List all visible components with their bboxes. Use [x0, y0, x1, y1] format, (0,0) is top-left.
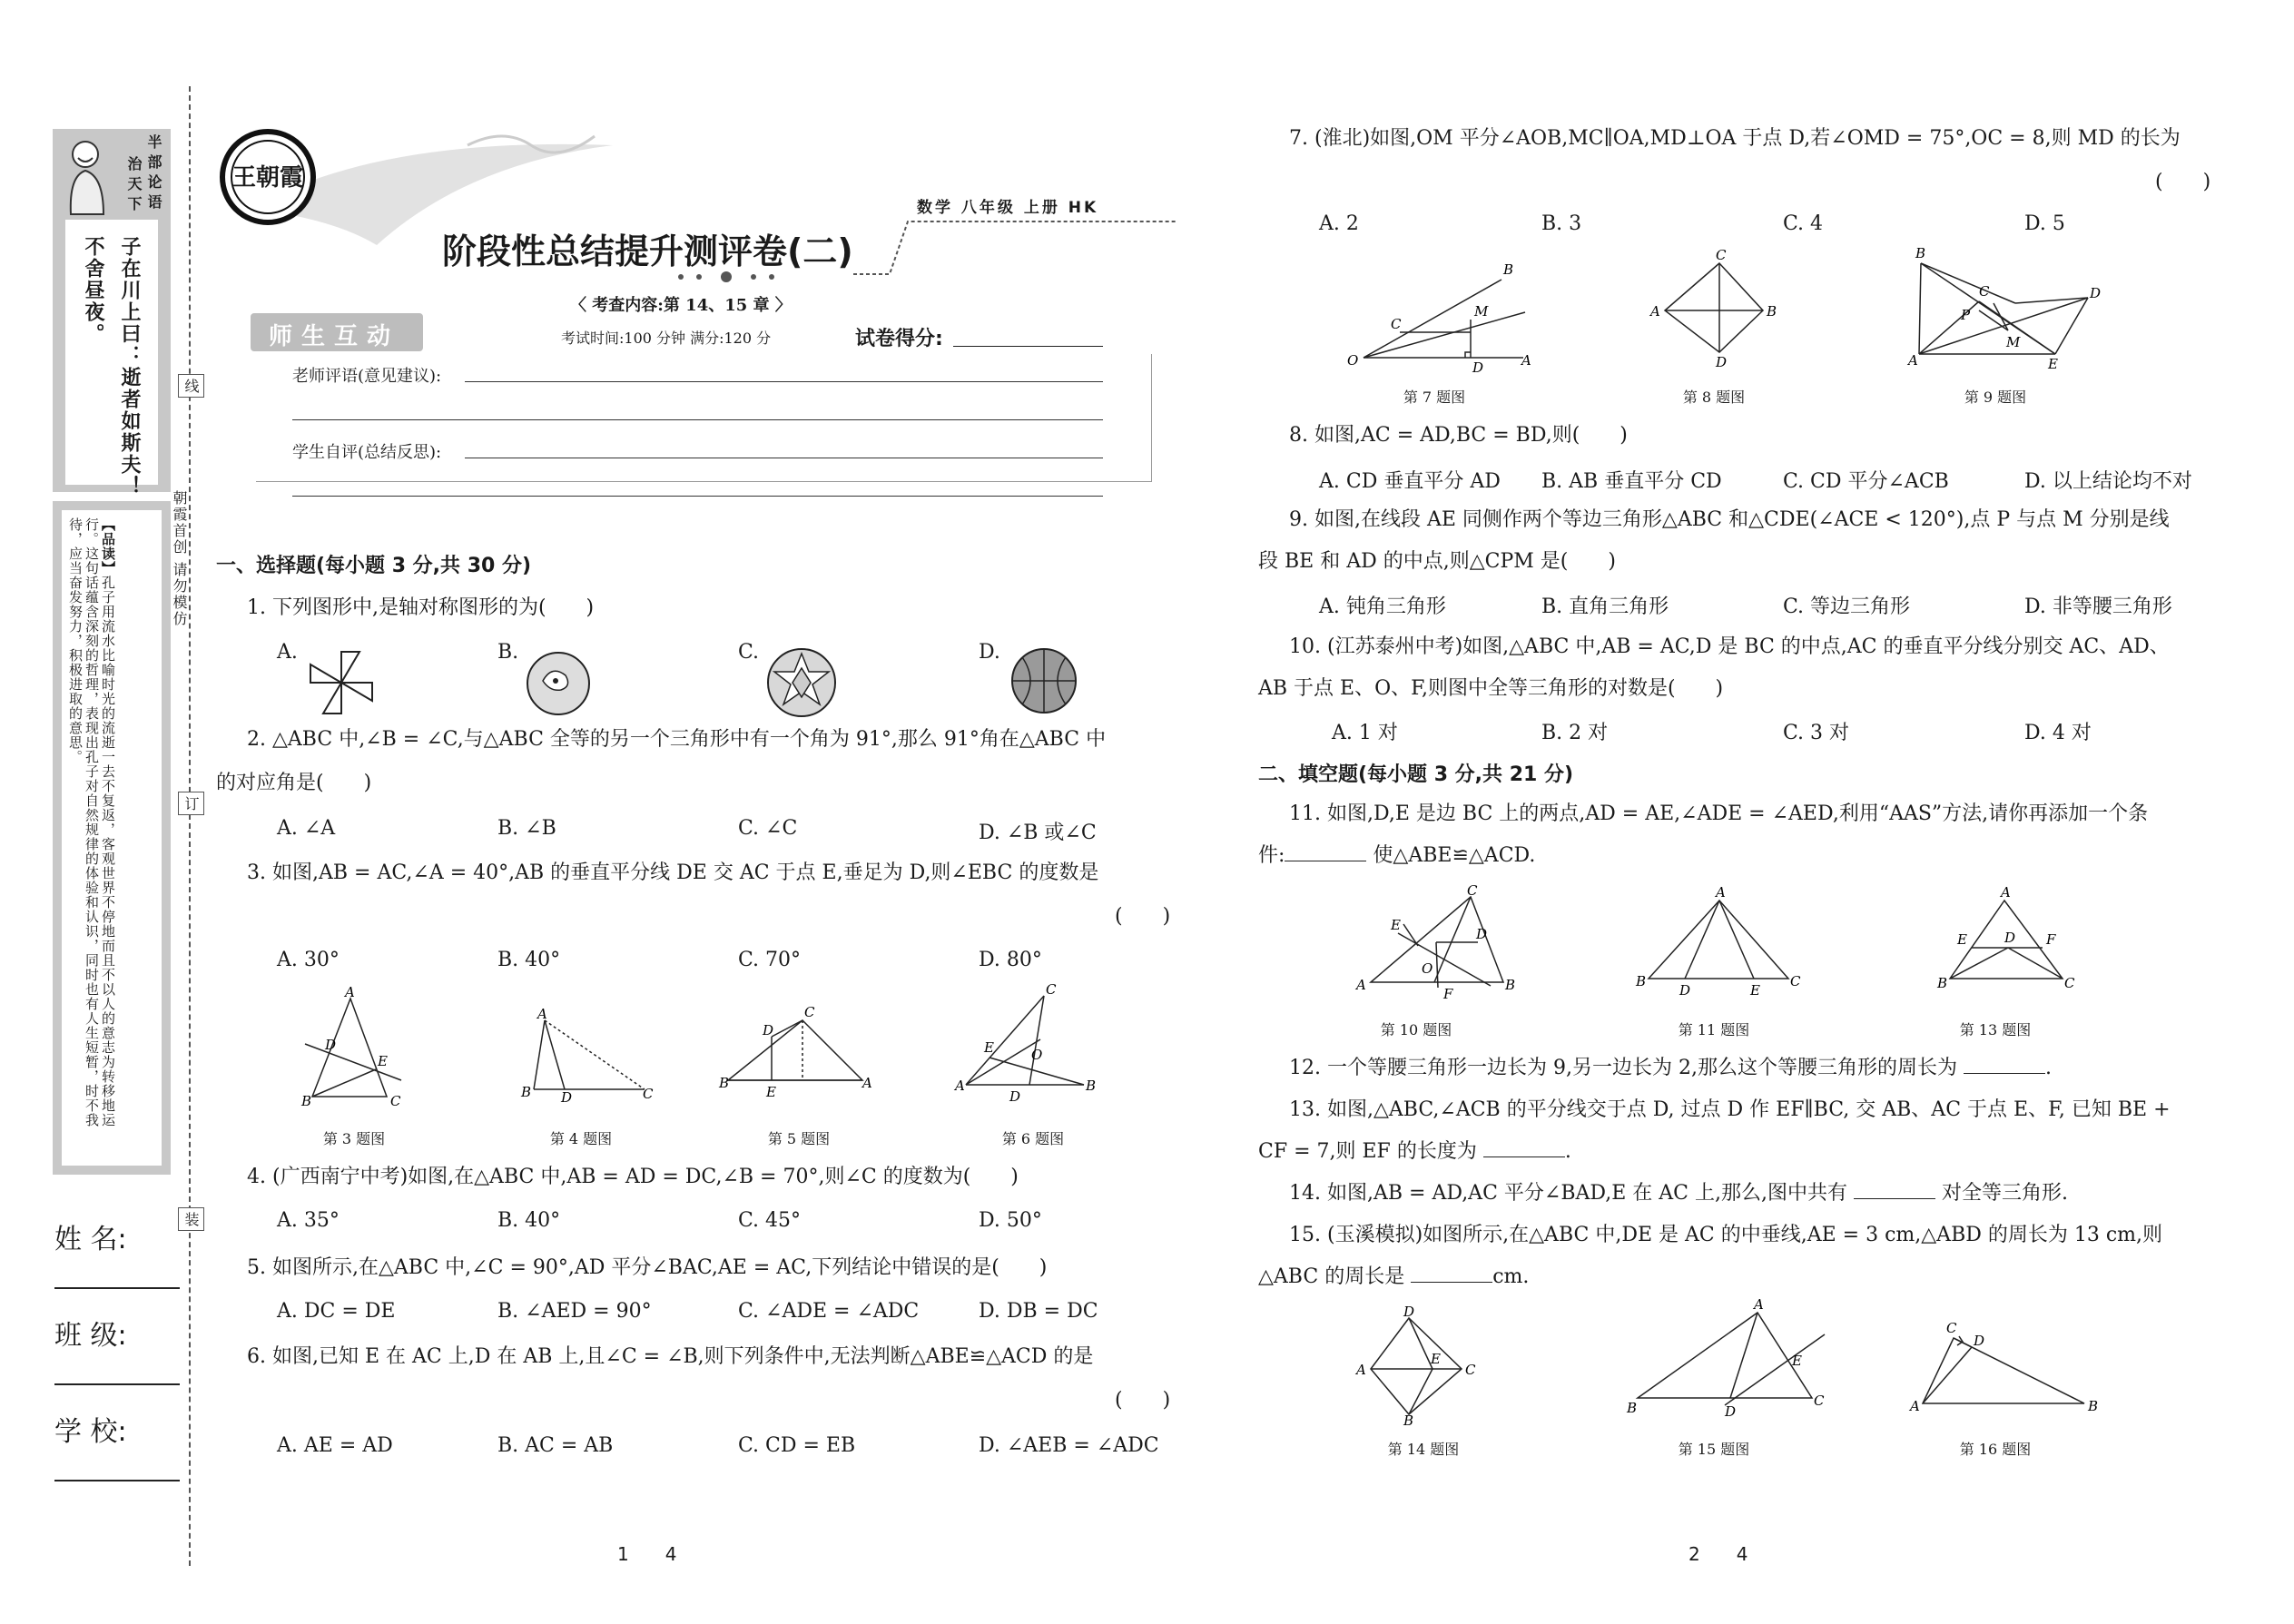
q11-stem-line1: 11. 如图,D,E 是边 BC 上的两点,AD = AE,∠ADE = ∠AED,利用“AAS”方法,请你再添加一个条: [1289, 802, 2149, 825]
reading-label: 【品读】: [100, 517, 116, 576]
svg-text:D: D: [325, 1037, 337, 1053]
header-frame: [256, 354, 1152, 482]
svg-text:A: A: [1754, 1296, 1764, 1313]
q10-option-d[interactable]: D. 4 对: [2024, 722, 2092, 744]
q13-stem-line2: [1258, 1138, 1571, 1166]
svg-text:C: C: [390, 1093, 401, 1109]
yin-yang-icon: [525, 650, 592, 717]
q3-option-d[interactable]: D. 80°: [979, 949, 1042, 971]
svg-text:C: C: [2064, 975, 2075, 991]
svg-text:D: D: [1476, 926, 1488, 942]
svg-text:A: A: [345, 984, 355, 1000]
svg-text:A: A: [955, 1078, 965, 1094]
q12-answer-blank[interactable]: [1964, 1073, 2045, 1074]
q8-option-b[interactable]: B. AB 垂直平分 CD: [1541, 470, 1722, 493]
q9-option-c[interactable]: C. 等边三角形: [1783, 595, 1911, 618]
sage-icon: [58, 134, 116, 216]
svg-text:B: B: [1915, 245, 1926, 261]
svg-text:D: D: [1679, 982, 1691, 999]
caption-fig-6: 第 6 题图: [1001, 1130, 1065, 1147]
q9-stem-line1: 9. 如图,在线段 AE 同侧作两个等边三角形△ABC 和△CDE(∠ACE < 120°),点 P 与点 M 分别是线: [1289, 508, 2170, 531]
q7-paren: ( ): [2155, 171, 2211, 193]
q15-end: cm.: [1492, 1265, 1530, 1288]
svg-text:A: A: [1650, 303, 1660, 320]
section-2-title: 二、填空题(每小题 3 分,共 21 分): [1258, 763, 1574, 786]
figure-5: [717, 1006, 871, 1106]
caption-fig-13: 第 13 题图: [1959, 1021, 2032, 1038]
svg-text:A: A: [1521, 352, 1531, 369]
q2-stem-line1: 2. △ABC 中,∠B = ∠C,与△ABC 全等的另一个三角形中有一个角为 91°,那么 91°角在△ABC 中: [247, 728, 1107, 751]
q13-stem2: CF = 7,则 EF 的长度为: [1258, 1140, 1477, 1163]
svg-text:B: B: [1503, 261, 1514, 278]
svg-text:C: C: [643, 1086, 654, 1102]
title-deco-line: [853, 211, 1180, 283]
q10-option-c[interactable]: C. 3 对: [1783, 722, 1850, 744]
svg-text:C: C: [1465, 1362, 1476, 1378]
q3-option-b[interactable]: B. 40°: [497, 949, 561, 971]
svg-text:E: E: [1391, 917, 1401, 933]
q8-stem: 8. 如图,AC = AD,BC = BD,则( ): [1289, 424, 1628, 447]
figure-11: [1634, 884, 1801, 1006]
caption-fig-15: 第 15 题图: [1678, 1441, 1750, 1458]
svg-text:M: M: [2006, 334, 2021, 350]
cut-mark-line: 线: [178, 374, 204, 398]
school-line[interactable]: [54, 1480, 180, 1481]
q4-option-a[interactable]: A. 35°: [277, 1209, 340, 1232]
sidebar: [53, 129, 171, 1191]
svg-text:D: D: [1716, 354, 1728, 370]
caption-fig-4: 第 4 题图: [549, 1130, 613, 1147]
q8-option-c[interactable]: C. CD 平分∠ACB: [1783, 470, 1949, 493]
score-label: 试卷得分:: [855, 328, 943, 350]
svg-text:B: B: [1937, 975, 1948, 991]
svg-text:A: A: [1908, 352, 1918, 369]
q13-stem-line1: 13. 如图,△ABC,∠ACB 的平分线交于点 D, 过点 D 作 EF∥BC, 交 AB、AC 于点 E、F, 已知 BE +: [1289, 1098, 2171, 1121]
name-label: 姓 名:: [54, 1224, 127, 1255]
svg-text:B: B: [1627, 1400, 1638, 1416]
svg-text:E: E: [766, 1084, 776, 1100]
pinwheel-icon: [309, 650, 374, 715]
svg-text:B: B: [2088, 1398, 2099, 1414]
figure-15: [1625, 1298, 1834, 1425]
svg-text:C: C: [1814, 1393, 1825, 1409]
svg-text:C: C: [1716, 247, 1727, 263]
q2-stem-line2: 的对应角是( ): [216, 772, 372, 794]
caption-fig-8: 第 8 题图: [1682, 389, 1746, 406]
q2-option-b[interactable]: B. ∠B: [497, 817, 556, 840]
svg-text:O: O: [1422, 960, 1433, 977]
q7-option-d[interactable]: D. 5: [2024, 212, 2065, 235]
svg-text:D: D: [1403, 1304, 1415, 1320]
subject-tag: 数学 八年级 上册 HK: [917, 199, 1099, 217]
svg-text:M: M: [1474, 303, 1489, 320]
svg-text:E: E: [1957, 931, 1967, 948]
q3-option-c[interactable]: C. 70°: [738, 949, 802, 971]
q11-label: 件:: [1258, 844, 1285, 867]
svg-text:D: D: [1974, 1333, 1985, 1349]
q1-option-d[interactable]: D.: [979, 641, 1000, 664]
svg-text:A: A: [862, 1075, 872, 1091]
brand-left: 治天下: [125, 156, 143, 216]
q1-option-c[interactable]: C.: [738, 641, 760, 664]
score-line[interactable]: [953, 346, 1103, 347]
svg-text:A: A: [1356, 1362, 1366, 1378]
q11-tail: 使△ABE≌△ACD.: [1373, 844, 1536, 867]
q6-option-d[interactable]: D. ∠AEB = ∠ADC: [979, 1434, 1159, 1457]
q13-answer-blank[interactable]: [1483, 1156, 1565, 1157]
q4-option-b[interactable]: B. 40°: [497, 1209, 561, 1232]
svg-text:C: C: [1391, 316, 1402, 332]
q10-stem-line1: 10. (江苏泰州中考)如图,△ABC 中,AB = AC,D 是 BC 的中点,AC 的垂直平分线分别交 AC、AD、: [1289, 635, 2170, 658]
svg-text:E: E: [984, 1039, 994, 1056]
name-line[interactable]: [54, 1287, 180, 1289]
figure-16: [1906, 1316, 2106, 1416]
svg-text:P: P: [1961, 307, 1971, 323]
q12-stem: 12. 一个等腰三角形一边长为 9,另一边长为 2,那么这个等腰三角形的周长为: [1289, 1057, 1957, 1079]
q14-line: [1289, 1180, 2068, 1207]
class-label: 班 级:: [54, 1320, 127, 1352]
copyright-note: 朝霞首创 请勿模仿: [171, 490, 188, 628]
q15-answer-blank[interactable]: [1411, 1282, 1492, 1283]
q7-option-c[interactable]: C. 4: [1783, 212, 1824, 235]
svg-text:C: C: [1467, 882, 1478, 899]
figure-7: [1344, 256, 1543, 374]
svg-text:D: D: [2090, 285, 2102, 301]
q1-stem: 1. 下列图形中,是轴对称图形的为( ): [247, 596, 595, 619]
svg-text:A: A: [1910, 1398, 1920, 1414]
basketball-icon: [1009, 646, 1078, 715]
q9-stem-line2: 段 BE 和 AD 的中点,则△CPM 是( ): [1258, 550, 1616, 573]
svg-text:B: B: [1086, 1078, 1097, 1094]
q5-option-d[interactable]: D. DB = DC: [979, 1300, 1098, 1323]
q12-line: [1289, 1055, 2052, 1082]
caption-fig-14: 第 14 题图: [1387, 1441, 1460, 1458]
q9-option-d[interactable]: D. 非等腰三角形: [2024, 595, 2172, 618]
svg-text:C: C: [1979, 283, 1990, 300]
q5-option-c[interactable]: C. ∠ADE = ∠ADC: [738, 1300, 920, 1323]
q4-option-c[interactable]: C. 45°: [738, 1209, 802, 1232]
svg-text:B: B: [1403, 1412, 1414, 1429]
title-dots: [672, 271, 781, 283]
svg-text:D: D: [1725, 1403, 1737, 1420]
q3-stem: 3. 如图,AB = AC,∠A = 40°,AB 的垂直平分线 DE 交 AC 于点 E,垂足为 D,则∠EBC 的度数是: [247, 861, 1099, 884]
q6-paren: ( ): [1115, 1389, 1171, 1412]
svg-text:D: D: [1009, 1088, 1021, 1105]
figure-6: [953, 981, 1098, 1112]
class-line[interactable]: [54, 1383, 180, 1385]
q2-option-a[interactable]: A. ∠A: [277, 817, 336, 840]
svg-text:F: F: [1443, 986, 1453, 1002]
q9-option-a[interactable]: A. 钝角三角形: [1319, 595, 1446, 618]
q7-stem: 7. (淮北)如图,OM 平分∠AOB,MC∥OA,MD⊥OA 于点 D,若∠OMD = 75°,OC = 8,则 MD 的长为: [1289, 127, 2181, 150]
caption-fig-11: 第 11 题图: [1678, 1021, 1750, 1038]
q11-stem-line2: [1258, 842, 1535, 870]
q10-stem-line2: AB 于点 E、O、F,则图中全等三角形的对数是( ): [1258, 677, 1724, 700]
svg-text:C: C: [1946, 1320, 1957, 1336]
caption-fig-5: 第 5 题图: [767, 1130, 831, 1147]
svg-text:B: B: [1505, 977, 1516, 993]
svg-text:E: E: [378, 1053, 388, 1069]
figure-13: [1925, 884, 2088, 1006]
svg-text:O: O: [1031, 1047, 1043, 1063]
quote-main: 子在川上曰：逝者如斯夫！: [118, 236, 141, 497]
caption-fig-10: 第 10 题图: [1380, 1021, 1452, 1038]
q15-stem-line2: [1258, 1264, 1529, 1291]
svg-text:B: B: [719, 1075, 730, 1091]
svg-text:C: C: [1046, 981, 1057, 998]
page-title: 阶段性总结提升测评卷(二): [442, 231, 853, 271]
q1-option-a[interactable]: A.: [277, 641, 298, 664]
q4-option-d[interactable]: D. 50°: [979, 1209, 1042, 1232]
svg-text:A: A: [1716, 884, 1726, 901]
figure-8: [1645, 247, 1781, 374]
svg-text:D: D: [763, 1022, 774, 1038]
exam-time: 考试时间:100 分钟 满分:120 分: [561, 330, 772, 347]
reading-text: [67, 517, 116, 1153]
exam-scope: 〈 考查内容:第 14、15 章 〉: [570, 296, 792, 315]
q9-option-b[interactable]: B. 直角三角形: [1541, 595, 1669, 618]
cut-mark-install: 装: [178, 1207, 204, 1231]
q13-end: .: [1564, 1140, 1571, 1163]
q10-option-a[interactable]: A. 1 对: [1332, 722, 1398, 744]
caption-fig-7: 第 7 题图: [1403, 389, 1466, 406]
q7-option-a[interactable]: A. 2: [1319, 212, 1359, 235]
caption-fig-3: 第 3 题图: [322, 1130, 386, 1147]
q14-answer-blank[interactable]: [1854, 1198, 1935, 1199]
cut-mark-bind: 订: [178, 792, 204, 815]
cut-line: [189, 86, 191, 1566]
q4-stem: 4. (广西南宁中考)如图,在△ABC 中,AB = AD = DC,∠B = 70°,则∠C 的度数为( ): [247, 1166, 1019, 1188]
page-number-left: 1 4: [617, 1543, 677, 1565]
reading-body: 孔子用流水比喻时光的流逝一去不复返，客观世界不停地而且不以人的意志为转移地运行。这句话蕴含深刻的哲理，表现出孔子对自然规律的体验和认识，同时也有人生短暂，时不我待，应当奋发努力，积极进取的意思。: [67, 517, 116, 1127]
q8-option-d[interactable]: D. 以上结论均不对: [2024, 470, 2192, 493]
figure-14: [1351, 1304, 1487, 1429]
q10-option-b[interactable]: B. 2 对: [1541, 722, 1609, 744]
q14-stem: 14. 如图,AB = AD,AC 平分∠BAD,E 在 AC 上,那么,图中共有: [1289, 1182, 1847, 1205]
q15-stem-line1: 15. (玉溪模拟)如图所示,在△ABC 中,DE 是 AC 的中垂线,AE = 3 cm,△ABD 的周长为 13 cm,则: [1289, 1224, 2163, 1246]
figure-4: [508, 1006, 654, 1106]
teacher-comment-label: 老师评语(意见建议):: [292, 367, 442, 386]
svg-text:D: D: [1472, 359, 1484, 376]
interaction-label: 师生互动: [269, 323, 400, 350]
section-1-title: 一、选择题(每小题 3 分,共 30 分): [216, 555, 532, 577]
svg-text:A: A: [537, 1006, 547, 1022]
q3-option-a[interactable]: A. 30°: [277, 949, 340, 971]
svg-text:F: F: [2046, 931, 2056, 948]
q6-option-b[interactable]: B. AC = AB: [497, 1434, 614, 1457]
svg-text:A: A: [2001, 884, 2011, 901]
figure-9: [1906, 247, 2106, 374]
svg-text:E: E: [1750, 982, 1760, 999]
q2-option-c[interactable]: C. ∠C: [738, 817, 798, 840]
figure-3: [300, 984, 409, 1109]
quote-tail: 不舍昼夜。: [82, 236, 104, 345]
svg-text:E: E: [1431, 1351, 1441, 1367]
q1-option-b[interactable]: B.: [497, 641, 519, 664]
q14-end: 对全等三角形.: [1941, 1182, 2068, 1205]
q6-option-a[interactable]: A. AE = AD: [277, 1434, 393, 1457]
q12-end: .: [2044, 1057, 2052, 1079]
svg-text:B: B: [1636, 973, 1647, 989]
figure-10: [1354, 882, 1518, 1006]
q3-paren: ( ): [1115, 905, 1171, 928]
student-comment-line-2[interactable]: [292, 496, 1103, 497]
svg-text:B: B: [521, 1084, 532, 1100]
svg-text:O: O: [1347, 352, 1359, 369]
q2-option-d[interactable]: D. ∠B 或∠C: [979, 822, 1097, 844]
svg-text:B: B: [1767, 303, 1777, 320]
q7-option-b[interactable]: B. 3: [1541, 212, 1582, 235]
q5-option-a[interactable]: A. DC = DE: [277, 1300, 396, 1323]
svg-text:C: C: [804, 1004, 815, 1020]
q15-stem2: △ABC 的周长是: [1258, 1265, 1405, 1288]
q6-option-c[interactable]: C. CD = EB: [738, 1434, 856, 1457]
q5-stem: 5. 如图所示,在△ABC 中,∠C = 90°,AD 平分∠BAC,AE = AC,下列结论中错误的是( ): [247, 1256, 1048, 1279]
svg-text:C: C: [1790, 973, 1801, 989]
caption-fig-16: 第 16 题图: [1959, 1441, 2032, 1458]
svg-text:D: D: [561, 1089, 573, 1106]
caption-fig-9: 第 9 题图: [1964, 389, 2027, 406]
svg-text:D: D: [2004, 930, 2016, 946]
svg-text:E: E: [2048, 356, 2058, 372]
q8-option-a[interactable]: A. CD 垂直平分 AD: [1319, 470, 1501, 493]
star-pattern-icon: [765, 646, 838, 719]
page-number-right: 2 4: [1689, 1543, 1748, 1565]
school-label: 学 校:: [54, 1416, 127, 1448]
svg-text:B: B: [301, 1093, 312, 1109]
svg-text:A: A: [1356, 977, 1366, 993]
brand-right: 半部论语: [145, 134, 162, 214]
student-comment-label: 学生自评(总结反思):: [292, 443, 442, 462]
logo-text: 王朝霞: [231, 164, 303, 192]
q6-stem: 6. 如图,已知 E 在 AC 上,D 在 AB 上,且∠C = ∠B,则下列条件中,无法判断△ABE≌△ACD 的是: [247, 1345, 1094, 1368]
svg-text:E: E: [1792, 1353, 1802, 1369]
q5-option-b[interactable]: B. ∠AED = 90°: [497, 1300, 652, 1323]
